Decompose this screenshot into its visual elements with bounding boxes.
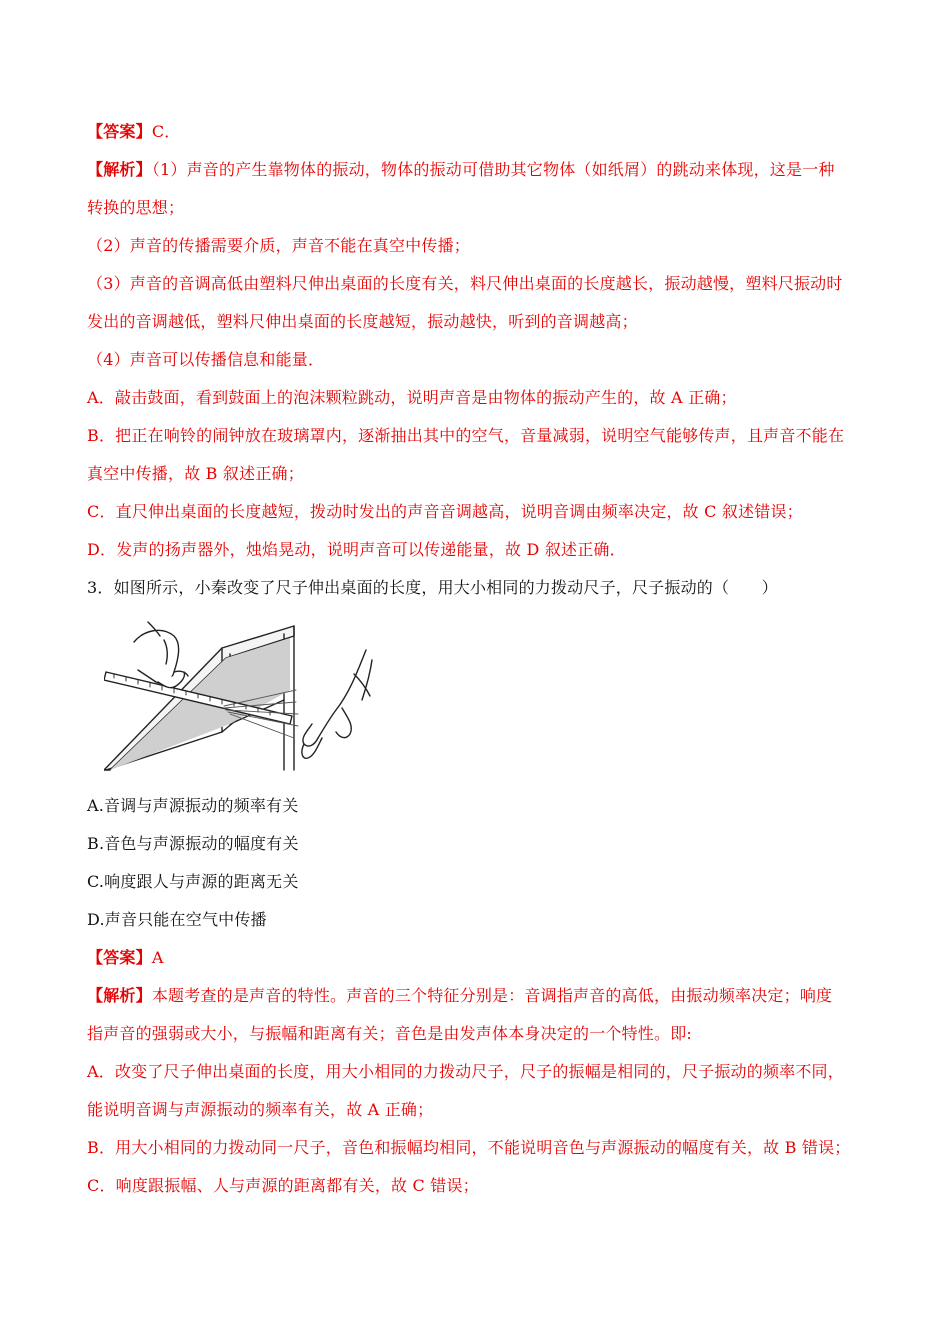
- analysis-line: 指声音的强弱或大小，与振幅和距离有关；音色是由发声体本身决定的一个特性。即:: [87, 1024, 692, 1043]
- option-a: A.音调与声源振动的频率有关: [87, 796, 299, 815]
- analysis-line: B．用大小相同的力拨动同一尺子，音色和振幅均相同，不能说明音色与声源振动的幅度有关，故 B 错误；: [87, 1138, 851, 1157]
- analysis-line: （2）声音的传播需要介质，声音不能在真空中传播；: [87, 236, 470, 255]
- question-stem: 3．如图所示，小秦改变了尺子伸出桌面的长度，用大小相同的力拨动尺子，尺子振动的（ ）: [87, 578, 778, 597]
- analysis-text: （1）声音的产生靠物体的振动，物体的振动可借助其它物体（如纸屑）的跳动来体现，这是一种: [151, 160, 835, 179]
- analysis-line: 转换的思想；: [87, 198, 185, 217]
- analysis-line: 真空中传播，故 B 叙述正确；: [87, 464, 304, 483]
- analysis-line: C．直尺伸出桌面的长度越短，拨动时发出的声音音调越高，说明音调由频率决定，故 C 叙述错误；: [87, 502, 803, 521]
- analysis-line: A．敲击鼓面，看到鼓面上的泡沫颗粒跳动，说明声音是由物体的振动产生的，故 A 正确；: [87, 388, 737, 407]
- analysis-tag: 【解析】: [87, 986, 152, 1005]
- analysis-line: （3）声音的音调高低由塑料尺伸出桌面的长度有关，料尺伸出桌面的长度越长，振动越慢，塑料尺振动时: [87, 274, 843, 293]
- answer-line-2: [87, 948, 164, 968]
- analysis-line: A．改变了尺子伸出桌面的长度，用大小相同的力拨动尺子，尺子的振幅是相同的，尺子振动的频率不同，: [87, 1062, 844, 1081]
- analysis-line: C．响度跟振幅、人与声源的距离都有关，故 C 错误；: [87, 1176, 479, 1195]
- analysis-tag: 【解析】: [87, 160, 152, 179]
- answer-tag: 【答案】: [87, 122, 152, 141]
- option-b: B.音色与声源振动的幅度有关: [87, 834, 299, 853]
- analysis-line: [87, 160, 835, 180]
- analysis-text: 本题考查的是声音的特性。声音的三个特征分别是：音调指声音的高低，由振动频率决定；响度: [151, 986, 833, 1005]
- answer-tag: 【答案】: [87, 948, 152, 967]
- ruler-on-table-illustration: [104, 620, 380, 776]
- analysis-line: 能说明音调与声源振动的频率有关，故 A 正确；: [87, 1100, 434, 1119]
- analysis-line: 发出的音调越低，塑料尺伸出桌面的长度越短，振动越快，听到的音调越高；: [87, 312, 638, 331]
- answer-value: C．: [151, 122, 181, 141]
- answer-value: A: [151, 948, 164, 967]
- option-d: D.声音只能在空气中传播: [87, 910, 267, 929]
- answer-line-1: [87, 122, 180, 142]
- analysis-line: （4）声音可以传播信息和能量．: [87, 350, 325, 369]
- analysis-line: [87, 986, 832, 1006]
- analysis-line: B．把正在响铃的闹钟放在玻璃罩内，逐渐抽出其中的空气，音量减弱，说明空气能够传声，且声音不能在: [87, 426, 845, 445]
- analysis-line: D．发声的扬声器外，烛焰晃动，说明声音可以传递能量，故 D 叙述正确．: [87, 540, 626, 559]
- option-c: C.响度跟人与声源的距离无关: [87, 872, 299, 891]
